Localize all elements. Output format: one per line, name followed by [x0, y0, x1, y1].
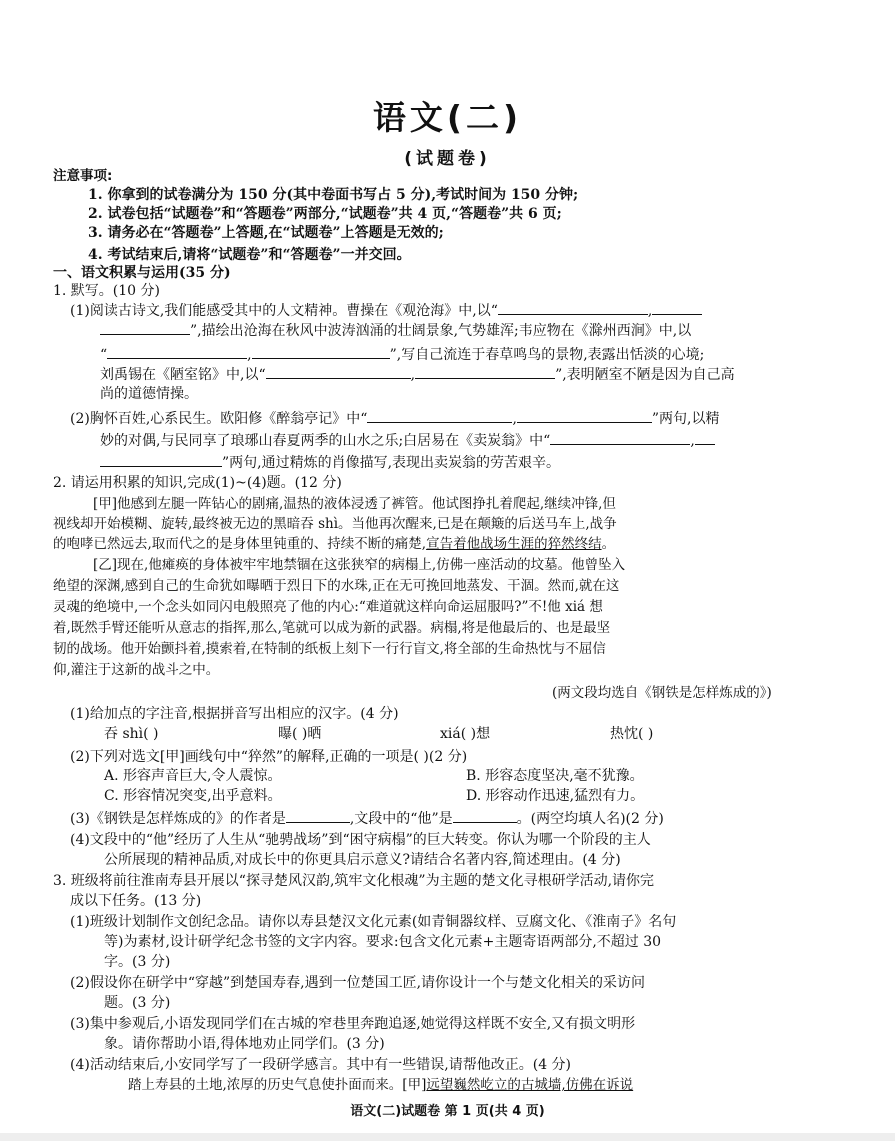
text: 尚的道德情操。: [100, 386, 198, 402]
text: 踏上寿县的土地,浓厚的历史气息使扑面而来。: [128, 1077, 403, 1093]
q3-s1-line: 字。(3 分): [104, 954, 171, 970]
answer-blank[interactable]: [100, 452, 222, 467]
notice-item: 1. 你拿到的试卷满分为 150 分(其中卷面书写占 5 分),考试时间为 150 分钟;: [88, 187, 579, 203]
q1-p2-line: [100, 430, 715, 451]
q2-s3-line: [70, 808, 664, 829]
text: (1)阅读古诗文,我们能感受其中的人文精神。曹操在《观沧海》中,以“: [70, 303, 498, 319]
passage-source: (两文段均选自《钢铁是怎样炼成的》): [552, 685, 772, 701]
answer-blank[interactable]: [286, 808, 350, 823]
q3-s4-passage: [128, 1075, 633, 1095]
text: 妙的对偶,与民同享了琅琊山春夏两季的山水之乐;白居易在《卖炭翁》中“: [100, 433, 551, 449]
answer-blank[interactable]: [415, 364, 555, 379]
choice-b[interactable]: B. 形容态度坚决,毫不犹豫。: [466, 768, 644, 784]
text: 刘禹锡在《陋室铭》中,以“: [100, 367, 266, 383]
scan-edge: [0, 1133, 895, 1141]
text: ,: [690, 433, 695, 449]
q2-s2-head: (2)下列对选文[甲]画线句中“猝然”的解释,正确的一项是( )(2 分): [70, 749, 468, 765]
notice-item: 3. 请务必在“答题卷”上答题,在“试题卷”上答题是无效的;: [88, 225, 444, 241]
section-heading: 一、语文积累与运用(35 分): [53, 265, 231, 281]
text: ”两句,通过精炼的肖像描写,表现出卖炭翁的劳苦艰辛。: [222, 455, 561, 471]
passage-line: 仰,灌注于这新的战斗之中。: [53, 662, 220, 678]
choice-a[interactable]: A. 形容声音巨大,令人震惊。: [104, 768, 282, 784]
passage-line: 着,既然手臂还能听从意志的指挥,那么,笔就可以成为新的武器。病榻,将是他最后的、也是最坚: [53, 620, 611, 636]
passage-line: 视线却开始模糊、旋转,最终被无边的黑暗吞 shì。当他再次醒来,已是在颠簸的后送马车上,战争: [53, 516, 617, 532]
pinyin-item: 曝( )晒: [278, 726, 322, 742]
q2-s1-head: (1)给加点的字注音,根据拼音写出相应的汉字。(4 分): [70, 706, 399, 722]
text: ”两句,以精: [651, 411, 720, 427]
underlined-sentence: 远望巍然屹立的古城墙,仿佛在诉说: [426, 1077, 634, 1093]
answer-blank[interactable]: [367, 408, 512, 423]
q3-s2-line: 题。(3 分): [104, 995, 171, 1011]
q2-s4-line: (4)文段中的“他”经历了人生从“驰骋战场”到“困守病榻”的巨大转变。你认为哪一个阶段的主人: [70, 832, 651, 848]
answer-blank[interactable]: [652, 300, 702, 315]
answer-blank[interactable]: [266, 364, 411, 379]
answer-blank[interactable]: [517, 408, 652, 423]
passage-line: [53, 534, 615, 554]
q1-p1-line: [70, 300, 702, 321]
answer-blank[interactable]: [252, 344, 390, 359]
notice-item: 4. 考试结束后,请将“试题卷”和“答题卷”一并交回。: [88, 247, 411, 263]
text: ,: [247, 347, 252, 363]
choice-c[interactable]: C. 形容情况突变,出乎意料。: [104, 788, 282, 804]
text: “: [100, 347, 108, 363]
text: 。: [601, 536, 616, 552]
page-subtitle: (试题卷): [404, 149, 491, 169]
text: ,: [647, 303, 653, 319]
passage-line: [甲]他感到左腿一阵钻心的剧痛,温热的液体浸透了裤管。他试图挣扎着爬起,继续冲锋,但: [93, 496, 616, 512]
notice-item: 2. 试卷包括“试题卷”和“答题卷”两部分,“试题卷”共 4 页,“答题卷”共 6 页;: [88, 206, 562, 222]
q1-p1-line: [100, 320, 691, 341]
answer-blank[interactable]: [498, 300, 648, 315]
answer-blank[interactable]: [695, 430, 715, 445]
pinyin-item: 热忱( ): [610, 726, 654, 742]
passage-line: 灵魂的绝境中,一个念头如同闪电般照亮了他的内心:“难道就这样向命运屈服吗?”不!他 xiá 想: [53, 599, 603, 615]
text: 的咆哮已然远去,取而代之的是身体里钝重的、持续不断的痛楚,: [53, 536, 427, 552]
text: ,: [512, 411, 517, 427]
q3-s1-line: 等)为素材,设计研学纪念书签的文字内容。要求:包含文化元素+主题寄语两部分,不超过 30: [104, 934, 662, 950]
page-footer: 语文(二)试题卷 第 1 页(共 4 页): [350, 1104, 545, 1119]
passage-line: 韧的战场。他开始颤抖着,摸索着,在特制的纸板上刻下一行行盲文,将全部的生命热忱与不屈信: [53, 641, 606, 657]
question-2-head: 2. 请运用积累的知识,完成(1)~(4)题。(12 分): [53, 475, 342, 491]
q1-p2-line: [100, 452, 560, 473]
page-title: 语文(二): [372, 98, 523, 137]
passage-line: 绝望的深渊,感到自己的生命犹如曝晒于烈日下的水珠,正在无可挽回地蒸发、干涸。然而,就在这: [53, 578, 620, 594]
text: ,文段中的“他”是: [349, 811, 453, 827]
pinyin-item: xiá( )想: [440, 726, 491, 742]
text: ,: [410, 367, 416, 383]
q2-s4-line: 公所展现的精神品质,对成长中的你更具启示意义?请结合名著内容,简述理由。(4 分): [104, 852, 621, 868]
text: (2)胸怀百姓,心系民生。欧阳修《醉翁亭记》中“: [70, 411, 368, 427]
q1-p1-line: [100, 364, 735, 385]
pinyin-item: 吞 shì( ): [104, 726, 159, 742]
q3-s2-line: (2)假设你在研学中“穿越”到楚国寿春,遇到一位楚国工匠,请你设计一个与楚文化相关的采访问: [70, 975, 646, 991]
q3-s3-line: 象。请你帮助小语,得体地劝止同学们。(3 分): [104, 1036, 385, 1052]
text: ”,表明陋室不陋是因为自己高: [555, 367, 735, 383]
notice-heading: 注意事项:: [53, 168, 113, 184]
q3-s3-line: (3)集中参观后,小语发现同学们在古城的窄巷里奔跑追逐,她觉得这样既不安全,又有损文明形: [70, 1016, 636, 1032]
passage-line: [乙]现在,他瘫痪的身体被牢牢地禁锢在这张狭窄的病榻上,仿佛一座活动的坟墓。他曾坠入: [93, 557, 626, 573]
text: ”,写自己流连于春草鸣鸟的景物,表露出恬淡的心境;: [389, 347, 705, 363]
q1-p2-line: [70, 408, 720, 429]
answer-blank[interactable]: [453, 808, 517, 823]
answer-blank[interactable]: [550, 430, 690, 445]
question-1-head: 1. 默写。(10 分): [53, 283, 160, 299]
q3-s1-line: (1)班级计划制作文创纪念品。请你以寿县楚汉文化元素(如青铜器纹样、豆腐文化、《淮南子》名句: [70, 914, 677, 930]
text: [甲]: [402, 1077, 427, 1093]
q3-s4-head: (4)活动结束后,小安同学写了一段研学感言。其中有一些错误,请帮他改正。(4 分): [70, 1057, 572, 1073]
question-3-head: 成以下任务。(13 分): [70, 893, 202, 909]
text: (3)《钢铁是怎样炼成的》的作者是: [70, 811, 286, 827]
answer-blank[interactable]: [100, 320, 190, 335]
underlined-sentence: 宣告着他战场生涯的猝然终结: [426, 536, 602, 552]
question-3-head: 3. 班级将前往淮南寿县开展以“探寻楚风汉韵,筑牢文化根魂”为主题的楚文化寻根研学活动,请你完: [53, 873, 655, 889]
q1-p1-line: [100, 344, 704, 365]
text: 。(两空均填人名)(2 分): [516, 811, 664, 827]
text: ”,描绘出沧海在秋风中波涛汹涌的壮阔景象,气势雄浑;韦应物在《滁州西涧》中,以: [190, 323, 692, 339]
answer-blank[interactable]: [107, 344, 247, 359]
choice-d[interactable]: D. 形容动作迅速,猛烈有力。: [466, 788, 645, 804]
